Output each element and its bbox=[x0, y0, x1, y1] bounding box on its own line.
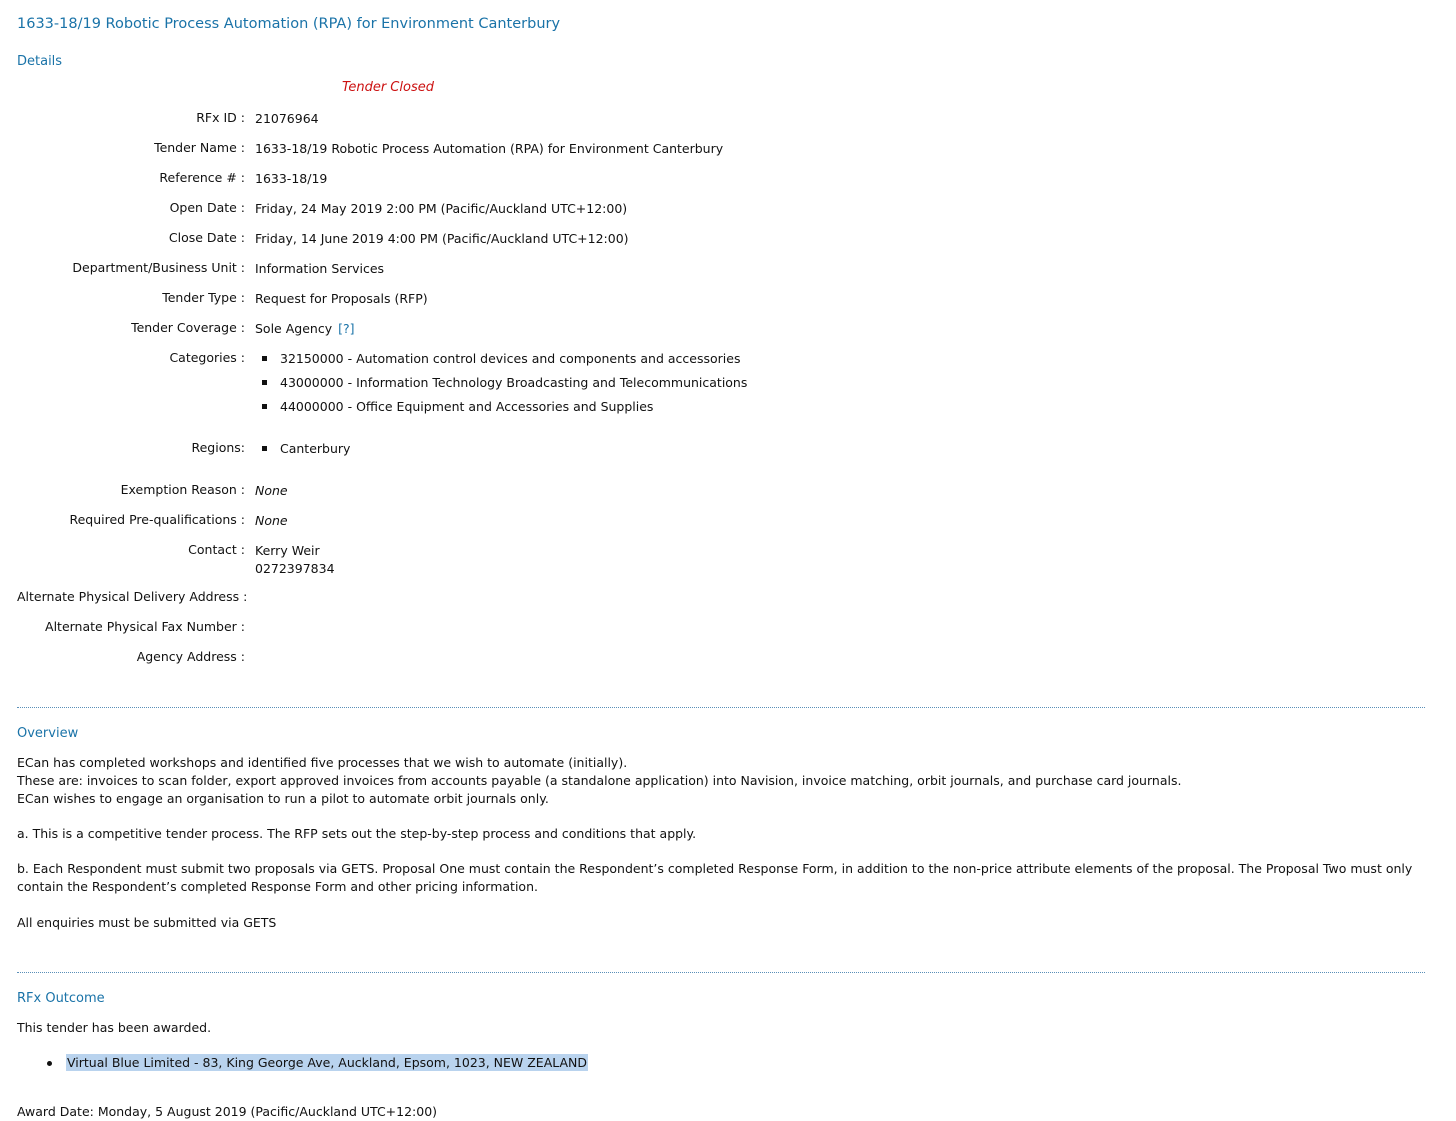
rfx-id-label: RFx ID : bbox=[196, 110, 245, 125]
open-date-value: Friday, 24 May 2019 2:00 PM (Pacific/Auckland UTC+12:00) bbox=[255, 201, 628, 216]
section-divider bbox=[17, 707, 1425, 708]
close-date-label: Close Date : bbox=[168, 230, 245, 245]
contact-label: Contact : bbox=[188, 542, 245, 557]
department-value: Information Services bbox=[255, 261, 385, 276]
rfx-id-value: 21076964 bbox=[255, 111, 319, 126]
contact-phone: 0272397834 bbox=[255, 561, 335, 576]
tender-coverage-text: Sole Agency bbox=[255, 321, 333, 336]
details-heading: Details bbox=[17, 54, 63, 69]
outcome-text: This tender has been awarded. bbox=[17, 1020, 212, 1035]
reference-value: 1633-18/19 bbox=[255, 171, 328, 186]
overview-line: ECan has completed workshops and identified five processes that we wish to automate (initially). bbox=[17, 755, 628, 770]
square-bullet-icon bbox=[262, 446, 267, 451]
overview-intro bbox=[17, 754, 1425, 808]
contact-value bbox=[255, 542, 335, 578]
reference-label: Reference # : bbox=[159, 170, 245, 185]
overview-para-b: b. Each Respondent must submit two proposals via GETS. Proposal One must contain the Respondent’s completed Response Form, in addition to the non-price attribute elements of the proposal. The Proposal Two must only contain the Respondent’s completed Response Form and other pricing information. bbox=[17, 861, 1413, 894]
open-date-label: Open Date : bbox=[169, 200, 245, 215]
overview-line: ECan wishes to engage an organisation to run a pilot to automate orbit journals only. bbox=[17, 791, 549, 806]
agency-address-label: Agency Address : bbox=[136, 649, 245, 664]
outcome-heading: RFx Outcome bbox=[17, 991, 105, 1006]
category-item: 32150000 - Automation control devices and components and accessories bbox=[255, 350, 747, 374]
categories-list bbox=[255, 350, 747, 422]
close-date-value: Friday, 14 June 2019 4:00 PM (Pacific/Auckland UTC+12:00) bbox=[255, 231, 629, 246]
contact-name: Kerry Weir bbox=[255, 543, 320, 558]
overview-line: These are: invoices to scan folder, export approved invoices from accounts payable (a standalone application) into Navision, invoice matching, orbit journals, and purchase card journals. bbox=[17, 773, 1182, 788]
category-item: 43000000 - Information Technology Broadcasting and Telecommunications bbox=[255, 374, 747, 398]
award-date: Award Date: Monday, 5 August 2019 (Pacific/Auckland UTC+12:00) bbox=[17, 1104, 438, 1119]
status-badge: Tender Closed bbox=[342, 80, 434, 95]
overview-para-a: a. This is a competitive tender process. The RFP sets out the step-by-step process and conditions that apply. bbox=[17, 826, 697, 841]
tender-type-value: Request for Proposals (RFP) bbox=[255, 291, 428, 306]
square-bullet-icon bbox=[262, 356, 267, 361]
categories-label: Categories : bbox=[169, 350, 245, 365]
category-item: 44000000 - Office Equipment and Accessories and Supplies bbox=[255, 398, 747, 422]
awardee-text: Virtual Blue Limited - 83, King George Ave, Auckland, Epsom, 1023, NEW ZEALAND bbox=[67, 1055, 588, 1070]
regions-label: Regions: bbox=[191, 440, 245, 455]
page-title: 1633-18/19 Robotic Process Automation (RPA) for Environment Canterbury bbox=[17, 16, 561, 32]
tender-type-label: Tender Type : bbox=[162, 290, 245, 305]
coverage-help-link[interactable]: [?] bbox=[338, 321, 355, 336]
bullet-icon bbox=[47, 1061, 52, 1066]
section-divider bbox=[17, 972, 1425, 973]
tender-coverage-label: Tender Coverage : bbox=[131, 320, 245, 335]
square-bullet-icon bbox=[262, 380, 267, 385]
overview-heading: Overview bbox=[17, 726, 79, 741]
alt-delivery-label: Alternate Physical Delivery Address : bbox=[17, 589, 248, 604]
region-item: Canterbury bbox=[255, 440, 350, 464]
exemption-reason-label: Exemption Reason : bbox=[120, 482, 245, 497]
prequalifications-label: Required Pre-qualifications : bbox=[69, 512, 245, 527]
alt-fax-label: Alternate Physical Fax Number : bbox=[45, 619, 245, 634]
overview-para-c: All enquiries must be submitted via GETS bbox=[17, 915, 277, 930]
tender-name-value: 1633-18/19 Robotic Process Automation (RPA) for Environment Canterbury bbox=[255, 141, 724, 156]
department-label: Department/Business Unit : bbox=[72, 260, 245, 275]
tender-name-label: Tender Name : bbox=[154, 140, 245, 155]
awardee-item bbox=[47, 1055, 588, 1070]
regions-list bbox=[255, 440, 350, 464]
prequalifications-value: None bbox=[255, 513, 288, 528]
exemption-reason-value: None bbox=[255, 483, 288, 498]
square-bullet-icon bbox=[262, 404, 267, 409]
tender-coverage-value bbox=[255, 320, 354, 338]
